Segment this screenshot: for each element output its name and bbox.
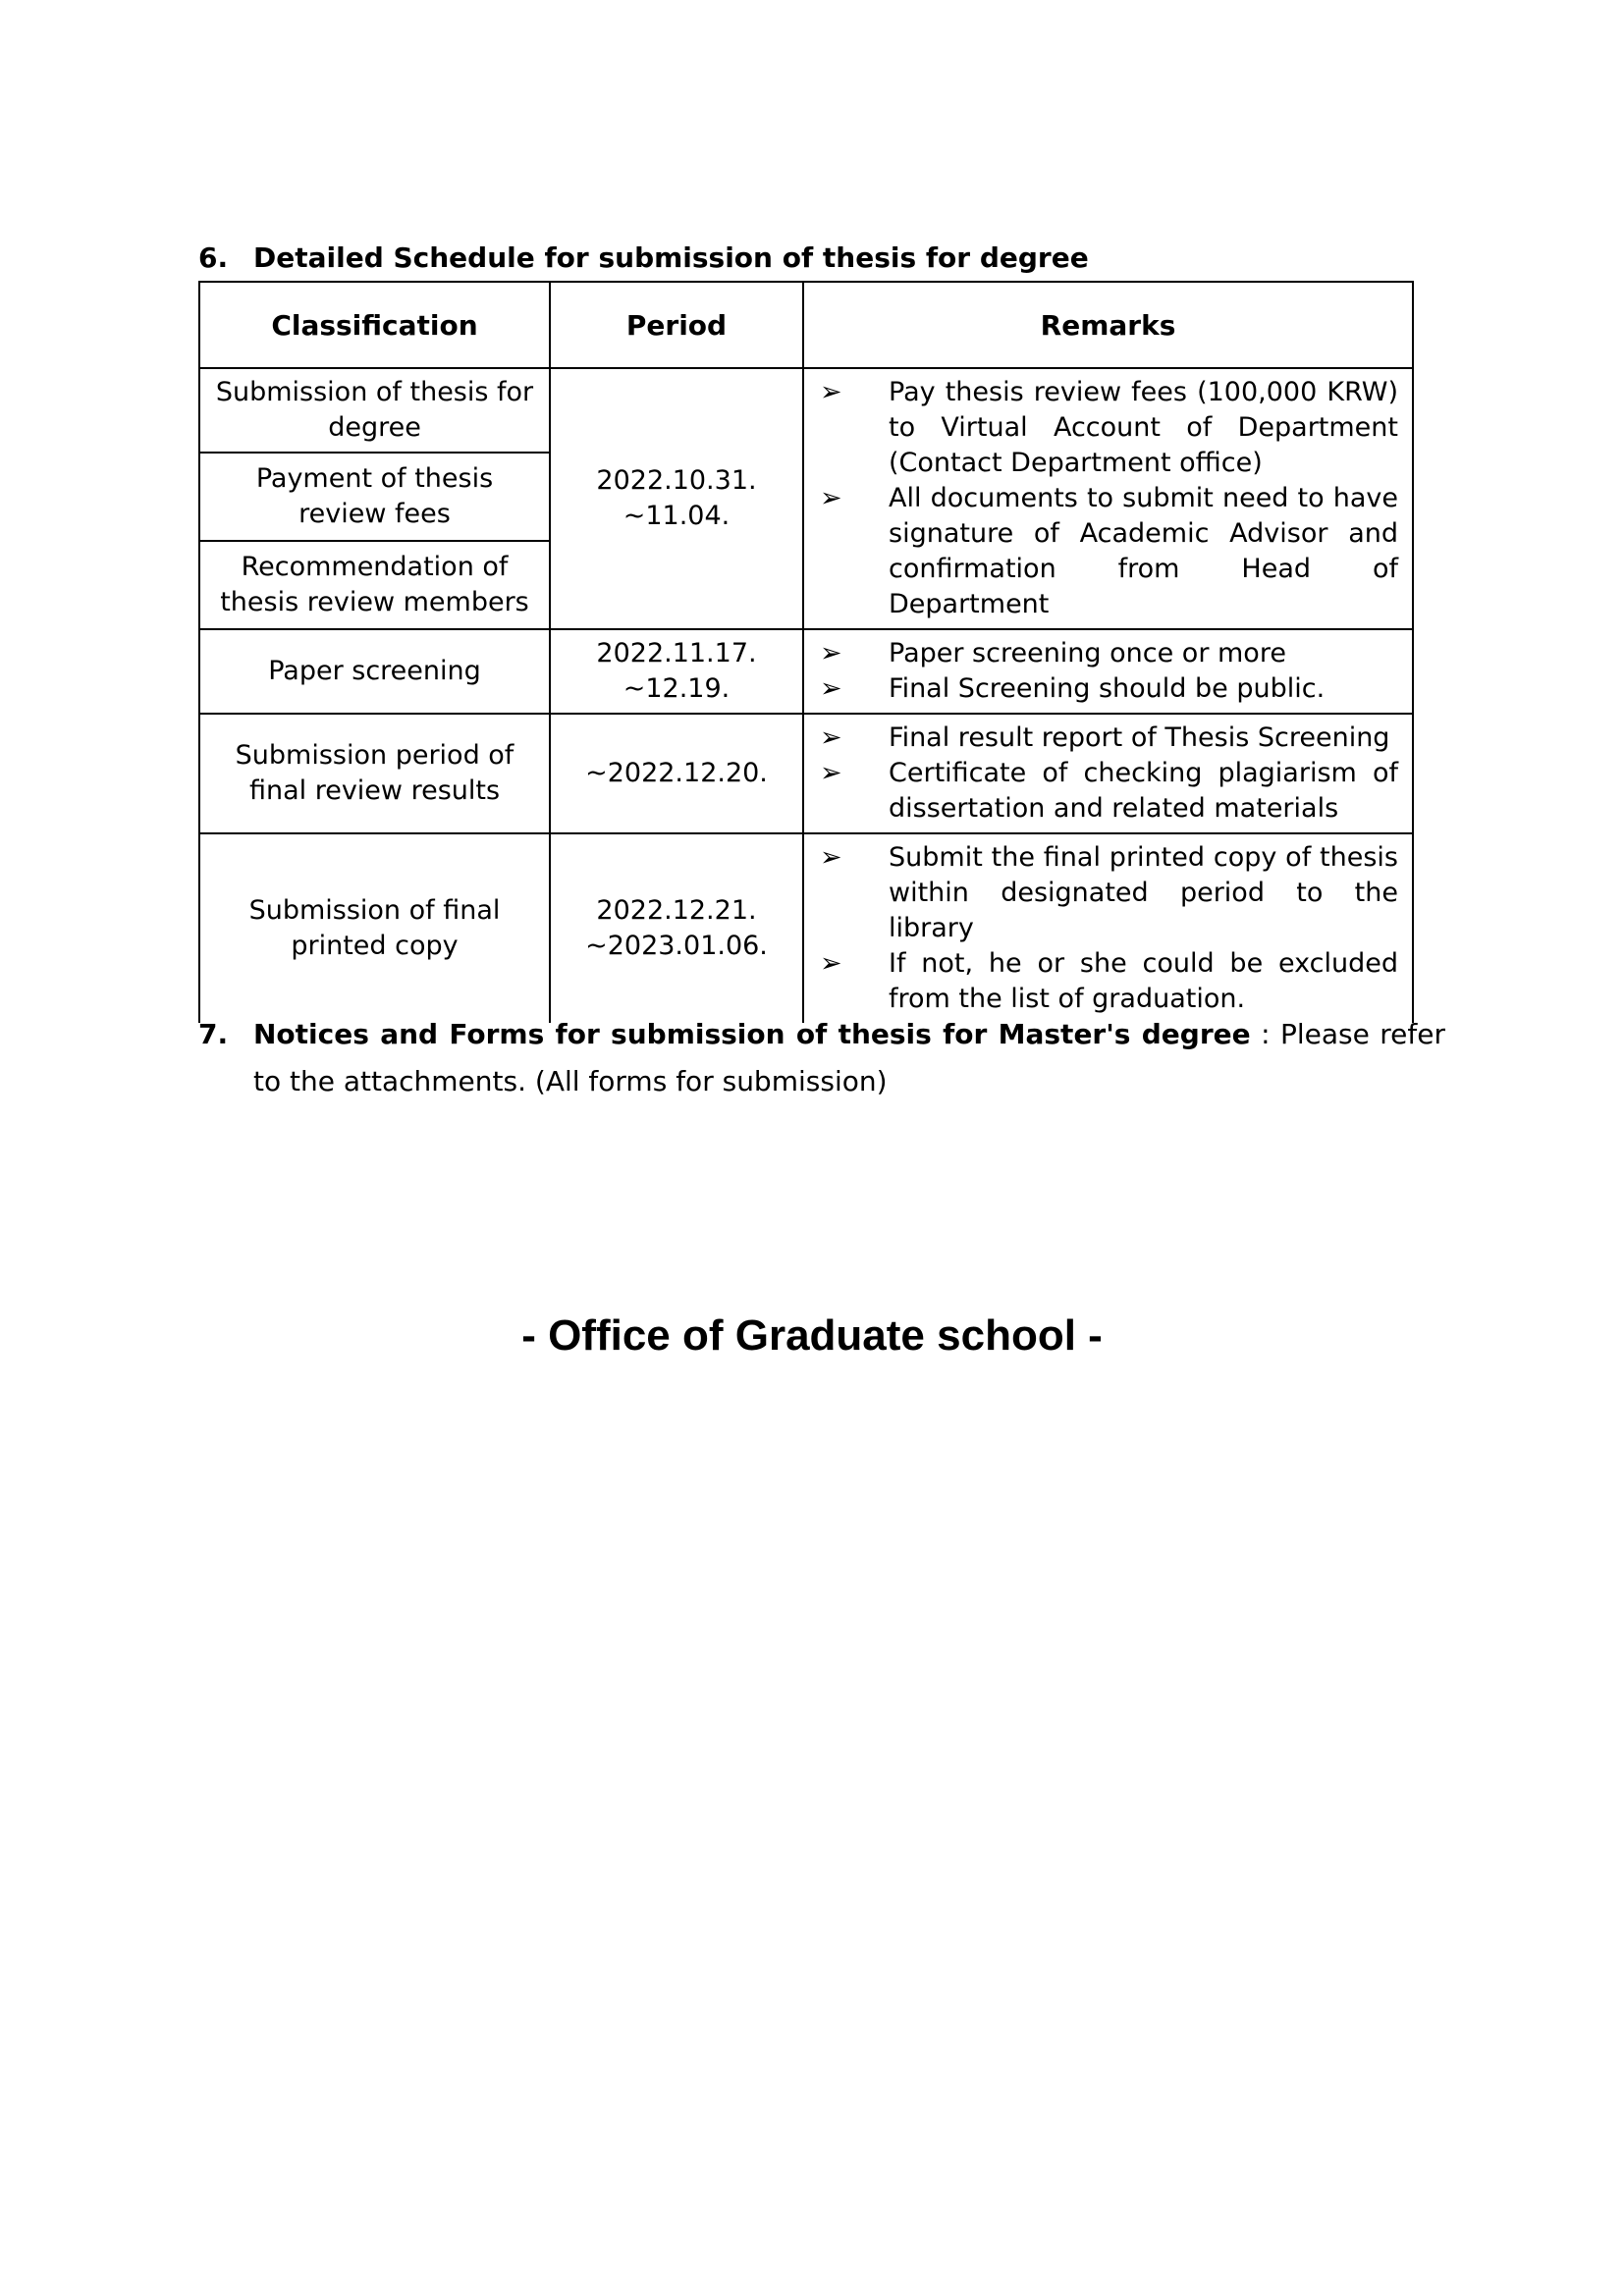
arrow-bullet-icon: ➢	[820, 842, 842, 873]
remark-item: ➢ All documents to submit need to have signature of Academic Advisor and confirmation from Head of Department	[820, 483, 1398, 619]
classification-cell: Recommendation of thesis review members	[199, 541, 550, 629]
arrow-bullet-icon: ➢	[820, 638, 842, 668]
header-classification: Classification	[199, 282, 550, 368]
remarks-cell	[803, 368, 1413, 629]
section-title: Notices and Forms for submission of thesis for Master's degree	[253, 1018, 1251, 1050]
period-start: 2022.12.21.	[596, 895, 757, 926]
period-cell	[550, 629, 803, 714]
section-6-heading	[198, 241, 1089, 274]
period-end: ~12.19.	[623, 673, 731, 704]
arrow-bullet-icon: ➢	[820, 948, 842, 979]
arrow-bullet-icon: ➢	[820, 722, 842, 753]
classification-cell: Submission of thesis for degree	[199, 368, 550, 453]
period-start: 2022.11.17.	[596, 638, 757, 668]
classification-cell: Submission period of final review results	[199, 714, 550, 833]
section-7-paragraph	[198, 1011, 1445, 1105]
arrow-bullet-icon: ➢	[820, 483, 842, 513]
remarks-cell	[803, 833, 1413, 1023]
section-title: Detailed Schedule for submission of thesis for degree	[253, 241, 1089, 274]
period-cell	[550, 714, 803, 833]
period-cell	[550, 833, 803, 1023]
period-value: ~2022.12.20.	[585, 758, 768, 788]
table-row	[199, 714, 1413, 833]
table-row	[199, 833, 1413, 1023]
remark-item: ➢ Certificate of checking plagiarism of dissertation and related materials	[820, 758, 1398, 824]
period-cell	[550, 368, 803, 629]
header-period: Period	[550, 282, 803, 368]
remark-item: ➢ Submit the final printed copy of thesis within designated period to the library	[820, 842, 1398, 943]
classification-cell: Submission of final printed copy	[199, 833, 550, 1023]
classification-cell: Payment of thesis review fees	[199, 453, 550, 541]
schedule-table	[198, 281, 1414, 1023]
remark-item: ➢ If not, he or she could be excluded from the list of graduation.	[820, 948, 1398, 1014]
remark-item: ➢ Final result report of Thesis Screening	[818, 721, 1398, 756]
period-end: ~2023.01.06.	[585, 931, 768, 961]
arrow-bullet-icon: ➢	[820, 673, 842, 704]
classification-cell: Paper screening	[199, 629, 550, 714]
remarks-cell	[803, 714, 1413, 833]
remark-item: ➢ Pay thesis review fees (100,000 KRW) to Virtual Account of Department (Contact Department office)	[820, 377, 1398, 478]
arrow-bullet-icon: ➢	[820, 377, 842, 407]
period-start: 2022.10.31.	[596, 465, 757, 496]
table-row	[199, 368, 1413, 453]
section-text: : Please refer to the attachments. (All forms for submission)	[253, 1018, 1445, 1097]
remark-item: ➢ Paper screening once or more	[818, 636, 1398, 671]
section-number: 7.	[198, 1018, 229, 1050]
section-body	[253, 1011, 1445, 1105]
header-remarks: Remarks	[803, 282, 1413, 368]
remarks-cell	[803, 629, 1413, 714]
remark-item: ➢ Final Screening should be public.	[818, 671, 1398, 707]
section-number: 6.	[198, 241, 229, 274]
period-end: ~11.04.	[623, 501, 731, 531]
table-header-row	[199, 282, 1413, 368]
arrow-bullet-icon: ➢	[820, 758, 842, 788]
table-row	[199, 629, 1413, 714]
office-signature: - Office of Graduate school -	[521, 1311, 1103, 1360]
